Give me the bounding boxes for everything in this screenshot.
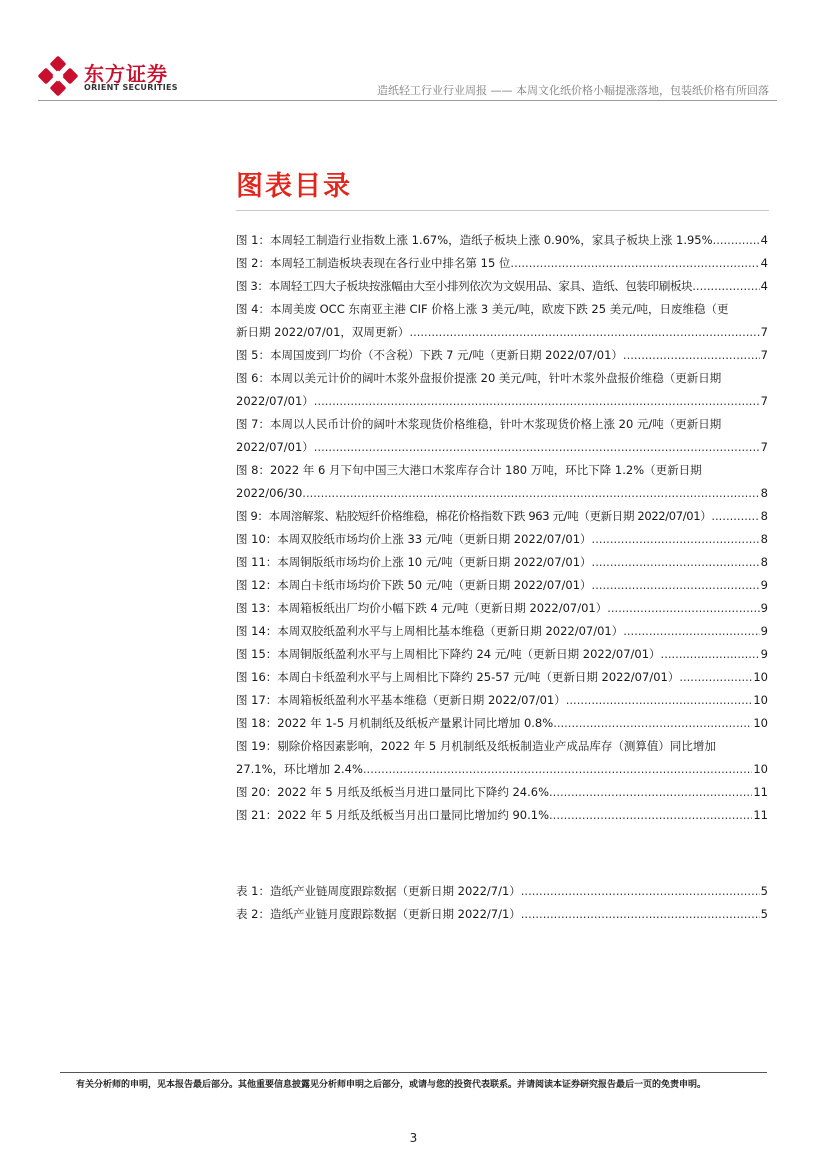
toc-entry-title: 表 1：造纸产业链周度跟踪数据（更新日期 2022/7/1） bbox=[236, 884, 521, 898]
toc-entry-figure-18[interactable] bbox=[236, 712, 768, 735]
toc-entry-title: 2022/07/01） bbox=[236, 440, 314, 454]
toc-entry-title: 27.1%，环比增加 2.4% bbox=[236, 762, 363, 776]
toc-entry-title: 图 14：本周双胶纸盈利水平与上周相比基本维稳（更新日期 2022/07/01） bbox=[236, 624, 624, 638]
toc-leader bbox=[302, 482, 759, 505]
toc-leader bbox=[549, 804, 752, 827]
toc-entry-figure-9[interactable] bbox=[236, 505, 768, 528]
toc-entry-title: 图 10：本周双胶纸市场均价上涨 33 元/吨（更新日期 2022/07/01） bbox=[236, 532, 592, 546]
toc-leader bbox=[566, 689, 753, 712]
toc-leader bbox=[607, 597, 759, 620]
brand-name-cn: 东方证券 bbox=[84, 62, 168, 86]
toc-entry-title: 图 18：2022 年 1-5 月机制纸及纸板产量累计同比增加 0.8% bbox=[236, 716, 554, 730]
toc-entry-page: 8 bbox=[760, 509, 768, 523]
toc-entry-page: 4 bbox=[760, 279, 768, 293]
toc-entry-title: 图 1：本周轻工制造行业指数上涨 1.67%，造纸子板块上涨 0.90%，家具子板块上涨 1.95% bbox=[236, 233, 713, 247]
toc-entry-page: 8 bbox=[760, 486, 768, 500]
toc-leader bbox=[553, 712, 752, 735]
toc-leader bbox=[363, 758, 752, 781]
toc-entry-page: 7 bbox=[760, 348, 768, 362]
toc-entry-table-2[interactable] bbox=[236, 903, 768, 926]
toc-entry-table-1[interactable] bbox=[236, 880, 768, 903]
toc-entry-page: 7 bbox=[760, 440, 768, 454]
toc-entry-title-line1: 图 4：本周美废 OCC 东南亚主港 CIF 价格上涨 3 美元/吨，欧废下跌 25 美元/吨，日废维稳（更 bbox=[236, 302, 729, 316]
toc-leader bbox=[623, 344, 760, 367]
orient-securities-logo-icon bbox=[38, 56, 78, 96]
toc-heading: 图表目录 bbox=[236, 171, 352, 202]
page-number: 3 bbox=[409, 1131, 418, 1145]
toc-entry-title: 图 3：本周轻工四大子板块按涨幅由大至小排列依次为文娱用品、家具、造纸、包装印刷板块 bbox=[236, 279, 693, 293]
toc-entry-title: 图 9：本周溶解浆、粘胶短纤价格维稳，棉花价格指数下跌 963 元/吨（更新日期 2022/07/01） bbox=[236, 509, 712, 523]
header-divider bbox=[38, 100, 777, 101]
toc-leader bbox=[692, 275, 759, 298]
toc-entry-figure-5[interactable] bbox=[236, 344, 768, 367]
brand-name-en: ORIENT SECURITIES bbox=[84, 83, 178, 92]
toc-entry-page: 11 bbox=[753, 785, 768, 799]
toc-leader bbox=[592, 528, 760, 551]
toc-table-list bbox=[236, 880, 768, 926]
toc-entry-page: 11 bbox=[753, 808, 768, 822]
toc-entry-title: 图 5：本周国废到厂均价（不含税）下跌 7 元/吨（更新日期 2022/07/01） bbox=[236, 348, 623, 362]
toc-entry-title: 图 2：本周轻工制造板块表现在各行业中排名第 15 位 bbox=[236, 256, 511, 270]
toc-entry-title: 2022/06/30 bbox=[236, 486, 303, 500]
toc-entry-title: 图 15：本周铜版纸盈利水平与上周相比下降约 24 元/吨（更新日期 2022/07/01） bbox=[236, 647, 661, 661]
toc-entry-figure-13[interactable] bbox=[236, 597, 768, 620]
toc-entry-page: 9 bbox=[760, 601, 768, 615]
toc-leader bbox=[713, 229, 760, 252]
toc-leader bbox=[409, 321, 759, 344]
toc-entry-title: 新日期 2022/07/01，双周更新） bbox=[236, 325, 410, 339]
toc-entry-page: 4 bbox=[760, 256, 768, 270]
toc-leader bbox=[314, 390, 760, 413]
toc-figure-list bbox=[236, 229, 768, 827]
report-title: 造纸轻工行业行业周报 —— 本周文化纸价格小幅提涨落地，包装纸价格有所回落 bbox=[377, 84, 769, 97]
toc-entry-figure-16[interactable] bbox=[236, 666, 768, 689]
toc-leader bbox=[711, 505, 759, 528]
toc-entry-figure-10[interactable] bbox=[236, 528, 768, 551]
toc-entry-figure-14[interactable] bbox=[236, 620, 768, 643]
toc-entry-title: 图 13：本周箱板纸出厂均价小幅下跌 4 元/吨（更新日期 2022/07/01） bbox=[236, 601, 608, 615]
toc-entry-title-line1: 图 8：2022 年 6 月下旬中国三大港口木浆库存合计 180 万吨，环比下降 1.2%（更新日期 bbox=[236, 463, 702, 477]
toc-entry-figure-11[interactable] bbox=[236, 551, 768, 574]
toc-leader bbox=[592, 551, 760, 574]
toc-leader bbox=[314, 436, 760, 459]
toc-entry-page: 9 bbox=[760, 624, 768, 638]
toc-entry-figure-21[interactable] bbox=[236, 804, 768, 827]
footer-disclaimer: 有关分析师的申明，见本报告最后部分。其他重要信息披露见分析师申明之后部分，或请与您的投资代表联系。并请阅读本证券研究报告最后一页的免责申明。 bbox=[76, 1080, 707, 1090]
toc-entry-title: 图 20：2022 年 5 月纸及纸板当月进口量同比下降约 24.6% bbox=[236, 785, 550, 799]
toc-entry-page: 10 bbox=[753, 716, 768, 730]
toc-entry-title: 2022/07/01） bbox=[236, 394, 314, 408]
toc-leader bbox=[679, 666, 752, 689]
toc-entry-title: 表 2：造纸产业链月度跟踪数据（更新日期 2022/7/1） bbox=[236, 907, 521, 921]
toc-entry-figure-4[interactable] bbox=[236, 298, 768, 344]
toc-entry-figure-15[interactable] bbox=[236, 643, 768, 666]
toc-entry-figure-8[interactable] bbox=[236, 459, 768, 505]
toc-entry-figure-20[interactable] bbox=[236, 781, 768, 804]
toc-leader bbox=[661, 643, 760, 666]
toc-entry-page: 9 bbox=[760, 578, 768, 592]
toc-entry-figure-19[interactable] bbox=[236, 735, 768, 781]
toc-entry-page: 10 bbox=[753, 762, 768, 776]
toc-entry-page: 8 bbox=[760, 532, 768, 546]
toc-entry-title-line1: 图 6：本周以美元计价的阔叶木浆外盘报价提涨 20 美元/吨，针叶木浆外盘报价维稳（更新日期 bbox=[236, 371, 722, 385]
toc-entry-figure-12[interactable] bbox=[236, 574, 768, 597]
toc-entry-page: 4 bbox=[760, 233, 768, 247]
toc-entry-figure-7[interactable] bbox=[236, 413, 768, 459]
toc-entry-page: 10 bbox=[753, 670, 768, 684]
toc-entry-page: 8 bbox=[760, 555, 768, 569]
toc-entry-page: 9 bbox=[760, 647, 768, 661]
toc-entry-page: 5 bbox=[760, 907, 768, 921]
toc-entry-title: 图 16：本周白卡纸盈利水平与上周相比下降约 25-57 元/吨（更新日期 2022/07/01） bbox=[236, 670, 680, 684]
toc-heading-divider bbox=[236, 210, 769, 211]
toc-entry-figure-1[interactable] bbox=[236, 229, 768, 252]
toc-entry-title-line1: 图 7：本周以人民币计价的阔叶木浆现货价格维稳，针叶木浆现货价格上涨 20 元/吨（更新日期 bbox=[236, 417, 722, 431]
toc-entry-page: 7 bbox=[760, 325, 768, 339]
toc-entry-figure-3[interactable] bbox=[236, 275, 768, 298]
toc-entry-title: 图 17：本周箱板纸盈利水平基本维稳（更新日期 2022/07/01） bbox=[236, 693, 566, 707]
toc-entry-title: 图 12：本周白卡纸市场均价下跌 50 元/吨（更新日期 2022/07/01） bbox=[236, 578, 592, 592]
brand-logo bbox=[38, 56, 178, 96]
toc-entry-figure-2[interactable] bbox=[236, 252, 768, 275]
toc-entry-figure-6[interactable] bbox=[236, 367, 768, 413]
toc-leader bbox=[521, 880, 760, 903]
toc-entry-page: 5 bbox=[760, 884, 768, 898]
toc-entry-title-line1: 图 19：剔除价格因素影响，2022 年 5 月机制纸及纸板制造业产成品库存（测算值）同比增加 bbox=[236, 739, 716, 753]
toc-leader bbox=[549, 781, 752, 804]
toc-leader bbox=[623, 620, 759, 643]
toc-leader bbox=[521, 903, 760, 926]
footer-divider bbox=[60, 1072, 767, 1073]
toc-entry-figure-17[interactable] bbox=[236, 689, 768, 712]
toc-leader bbox=[510, 252, 759, 275]
toc-leader bbox=[592, 574, 760, 597]
toc-entry-title: 图 11：本周铜版纸市场均价上涨 10 元/吨（更新日期 2022/07/01） bbox=[236, 555, 592, 569]
toc-entry-page: 7 bbox=[760, 394, 768, 408]
toc-entry-title: 图 21：2022 年 5 月纸及纸板当月出口量同比增加约 90.1% bbox=[236, 808, 550, 822]
toc-entry-page: 10 bbox=[753, 693, 768, 707]
